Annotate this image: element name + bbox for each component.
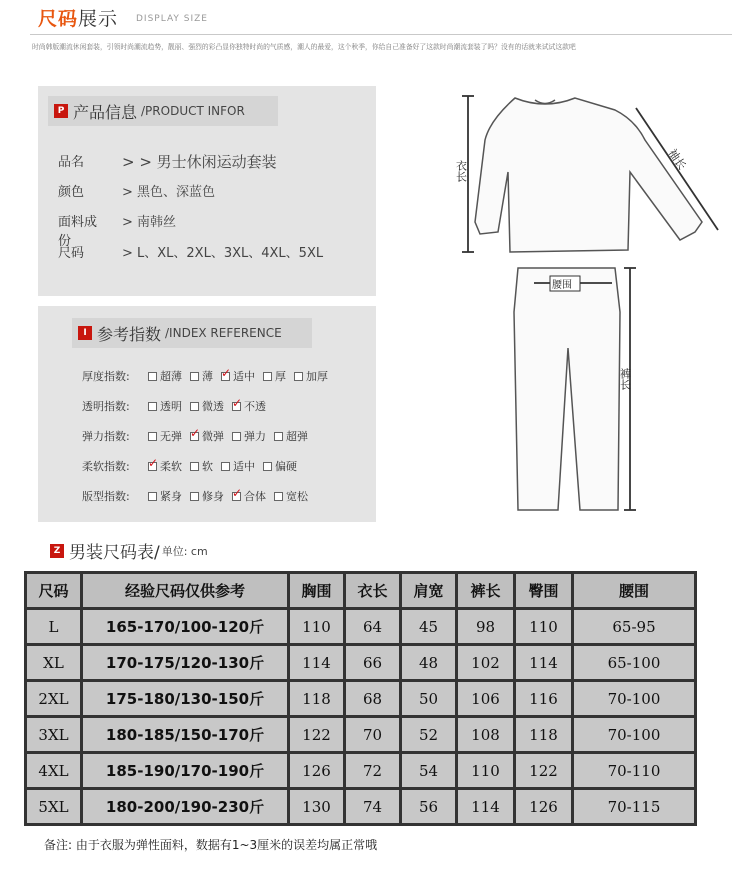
checkbox-icon bbox=[232, 432, 241, 441]
size-table-unit: 单位: cm bbox=[161, 544, 208, 558]
table-cell: 72 bbox=[345, 753, 401, 789]
table-row bbox=[26, 681, 696, 717]
table-cell: 68 bbox=[345, 681, 401, 717]
table-cell: 114 bbox=[515, 645, 573, 681]
size-table bbox=[24, 571, 697, 826]
table-cell: 65-95 bbox=[573, 609, 696, 645]
info-label: 品名 bbox=[58, 155, 85, 170]
size-table-title-text: 男装尺码表/ bbox=[69, 543, 160, 563]
table-cell: 4XL bbox=[26, 753, 82, 789]
index-label: 透明指数: bbox=[82, 400, 130, 413]
info-value: > > 男士休闲运动套装 bbox=[122, 153, 277, 171]
table-cell: 118 bbox=[289, 681, 345, 717]
footnote: 备注: 由于衣服为弹性面料，数据有1~3厘米的误差均属正常哦 bbox=[44, 838, 378, 852]
sleeve-length-label: 袖长 bbox=[665, 146, 689, 173]
info-value: > 南韩丝 bbox=[122, 215, 177, 230]
product-info-title-cn: 产品信息 bbox=[73, 102, 138, 122]
index-option: 微透 bbox=[190, 398, 224, 414]
checkbox-icon bbox=[148, 432, 157, 441]
product-info-title bbox=[48, 96, 278, 126]
table-cell: 102 bbox=[457, 645, 515, 681]
table-cell: 116 bbox=[515, 681, 573, 717]
column-header: 尺码 bbox=[26, 573, 82, 609]
index-label: 版型指数: bbox=[82, 490, 130, 503]
info-value: > L、XL、2XL、3XL、4XL、5XL bbox=[122, 246, 324, 261]
index-option: 修身 bbox=[190, 488, 224, 504]
table-cell: 74 bbox=[345, 789, 401, 825]
checkbox-icon bbox=[148, 402, 157, 411]
index-option: 宽松 bbox=[274, 488, 308, 504]
table-cell: 45 bbox=[401, 609, 457, 645]
table-cell: 3XL bbox=[26, 717, 82, 753]
index-option: ✓ 合体 bbox=[232, 488, 266, 504]
table-cell: 122 bbox=[289, 717, 345, 753]
column-header: 臀围 bbox=[515, 573, 573, 609]
column-header: 腰围 bbox=[573, 573, 696, 609]
index-option: 无弹 bbox=[148, 428, 182, 444]
table-cell: 5XL bbox=[26, 789, 82, 825]
checkbox-icon bbox=[190, 492, 199, 501]
i-badge-icon: I bbox=[78, 326, 92, 340]
table-row bbox=[26, 717, 696, 753]
table-row bbox=[26, 609, 696, 645]
top-length-label: 衣长 bbox=[454, 160, 468, 182]
checkbox-icon bbox=[274, 432, 283, 441]
info-row-size bbox=[58, 242, 323, 261]
index-option: 加厚 bbox=[294, 368, 328, 384]
table-cell: XL bbox=[26, 645, 82, 681]
product-info-panel bbox=[38, 86, 376, 296]
index-option: ✓ 适中 bbox=[221, 368, 255, 384]
table-cell: 70-110 bbox=[573, 753, 696, 789]
info-label: 尺码 bbox=[58, 246, 85, 261]
checkbox-icon bbox=[190, 402, 199, 411]
table-cell: 180-200/190-230斤 bbox=[82, 789, 289, 825]
index-label: 厚度指数: bbox=[82, 370, 130, 383]
table-cell: 175-180/130-150斤 bbox=[82, 681, 289, 717]
index-row-thickness bbox=[82, 368, 336, 384]
checkbox-icon bbox=[263, 462, 272, 471]
checked-checkbox-icon bbox=[148, 462, 157, 471]
table-cell: 110 bbox=[289, 609, 345, 645]
table-cell: 114 bbox=[289, 645, 345, 681]
table-cell: 70-115 bbox=[573, 789, 696, 825]
table-cell: 110 bbox=[457, 753, 515, 789]
checkbox-icon bbox=[294, 372, 303, 381]
checked-checkbox-icon bbox=[232, 402, 241, 411]
garment-diagram bbox=[440, 80, 740, 520]
p-badge-icon: P bbox=[54, 104, 68, 118]
index-option: 偏硬 bbox=[263, 458, 297, 474]
index-title-en: /INDEX REFERENCE bbox=[165, 326, 282, 340]
title-main: 展示 bbox=[78, 8, 119, 30]
index-label: 弹力指数: bbox=[82, 430, 130, 443]
table-cell: 130 bbox=[289, 789, 345, 825]
table-cell: 110 bbox=[515, 609, 573, 645]
index-option: ✓ 不透 bbox=[232, 398, 266, 414]
table-cell: 65-100 bbox=[573, 645, 696, 681]
table-header-row bbox=[26, 573, 696, 609]
size-table-title bbox=[50, 538, 208, 563]
checked-checkbox-icon bbox=[221, 372, 230, 381]
index-option: 超弹 bbox=[274, 428, 308, 444]
table-row bbox=[26, 789, 696, 825]
checked-checkbox-icon bbox=[232, 492, 241, 501]
checkbox-icon bbox=[148, 372, 157, 381]
table-row bbox=[26, 753, 696, 789]
index-row-elasticity bbox=[82, 428, 316, 444]
table-cell: 118 bbox=[515, 717, 573, 753]
table-cell: 170-175/120-130斤 bbox=[82, 645, 289, 681]
waist-label: 腰围 bbox=[552, 280, 572, 291]
pants-outline-icon bbox=[514, 268, 620, 510]
table-cell: 180-185/150-170斤 bbox=[82, 717, 289, 753]
product-info-title-en: /PRODUCT INFOR bbox=[141, 104, 245, 118]
index-option: 透明 bbox=[148, 398, 182, 414]
table-cell: 70 bbox=[345, 717, 401, 753]
intro-note: 时尚韩版潮流休闲套装，引领时尚潮流趋势，靓丽、强烈的彩凸显你独特时尚的气质感，潮人的最爱，这个秋季，你给自己准备好了这款时尚潮流套装了吗？没有的话就来试试这款吧 bbox=[32, 43, 576, 51]
index-option: 薄 bbox=[190, 368, 213, 384]
table-cell: 52 bbox=[401, 717, 457, 753]
index-option: 厚 bbox=[263, 368, 286, 384]
index-option: 软 bbox=[190, 458, 213, 474]
checkbox-icon bbox=[263, 372, 272, 381]
table-cell: 114 bbox=[457, 789, 515, 825]
header-divider bbox=[30, 34, 732, 35]
info-label: 面料成份 bbox=[58, 215, 98, 249]
pants-length-label: 裤长 bbox=[618, 368, 632, 390]
column-header: 裤长 bbox=[457, 573, 515, 609]
index-row-softness bbox=[82, 458, 305, 474]
checkbox-icon bbox=[274, 492, 283, 501]
index-option: ✓ 微弹 bbox=[190, 428, 224, 444]
title-accent: 尺码 bbox=[38, 8, 79, 30]
index-reference-title bbox=[72, 318, 312, 348]
index-label: 柔软指数: bbox=[82, 460, 130, 473]
table-cell: 70-100 bbox=[573, 681, 696, 717]
checked-checkbox-icon bbox=[190, 432, 199, 441]
section-title bbox=[38, 4, 118, 31]
column-header: 衣长 bbox=[345, 573, 401, 609]
index-option: 弹力 bbox=[232, 428, 266, 444]
section-subtitle: DISPLAY SIZE bbox=[136, 14, 208, 24]
table-row bbox=[26, 645, 696, 681]
table-cell: L bbox=[26, 609, 82, 645]
table-cell: 56 bbox=[401, 789, 457, 825]
column-header: 胸围 bbox=[289, 573, 345, 609]
shirt-outline-icon bbox=[475, 98, 702, 252]
table-cell: 98 bbox=[457, 609, 515, 645]
index-row-transparency bbox=[82, 398, 274, 414]
table-cell: 108 bbox=[457, 717, 515, 753]
column-header: 肩宽 bbox=[401, 573, 457, 609]
checkbox-icon bbox=[190, 372, 199, 381]
table-cell: 70-100 bbox=[573, 717, 696, 753]
table-cell: 126 bbox=[515, 789, 573, 825]
info-row-name bbox=[58, 151, 277, 172]
table-cell: 54 bbox=[401, 753, 457, 789]
checkbox-icon bbox=[148, 492, 157, 501]
table-cell: 106 bbox=[457, 681, 515, 717]
table-cell: 185-190/170-190斤 bbox=[82, 753, 289, 789]
index-reference-panel bbox=[38, 306, 376, 522]
checkbox-icon bbox=[221, 462, 230, 471]
table-cell: 2XL bbox=[26, 681, 82, 717]
index-title-cn: 参考指数 bbox=[97, 324, 162, 344]
table-cell: 64 bbox=[345, 609, 401, 645]
info-row-color bbox=[58, 181, 215, 200]
table-cell: 66 bbox=[345, 645, 401, 681]
z-badge-icon: Z bbox=[50, 544, 64, 558]
index-option: 适中 bbox=[221, 458, 255, 474]
info-label: 颜色 bbox=[58, 185, 85, 200]
index-option: 紧身 bbox=[148, 488, 182, 504]
table-cell: 165-170/100-120斤 bbox=[82, 609, 289, 645]
index-row-fit bbox=[82, 488, 316, 504]
column-header: 经验尺码仅供参考 bbox=[82, 573, 289, 609]
checkbox-icon bbox=[190, 462, 199, 471]
table-cell: 48 bbox=[401, 645, 457, 681]
table-cell: 126 bbox=[289, 753, 345, 789]
index-option: ✓ 柔软 bbox=[148, 458, 182, 474]
table-cell: 122 bbox=[515, 753, 573, 789]
info-value: > 黑色、深蓝色 bbox=[122, 185, 216, 200]
table-cell: 50 bbox=[401, 681, 457, 717]
index-option: 超薄 bbox=[148, 368, 182, 384]
